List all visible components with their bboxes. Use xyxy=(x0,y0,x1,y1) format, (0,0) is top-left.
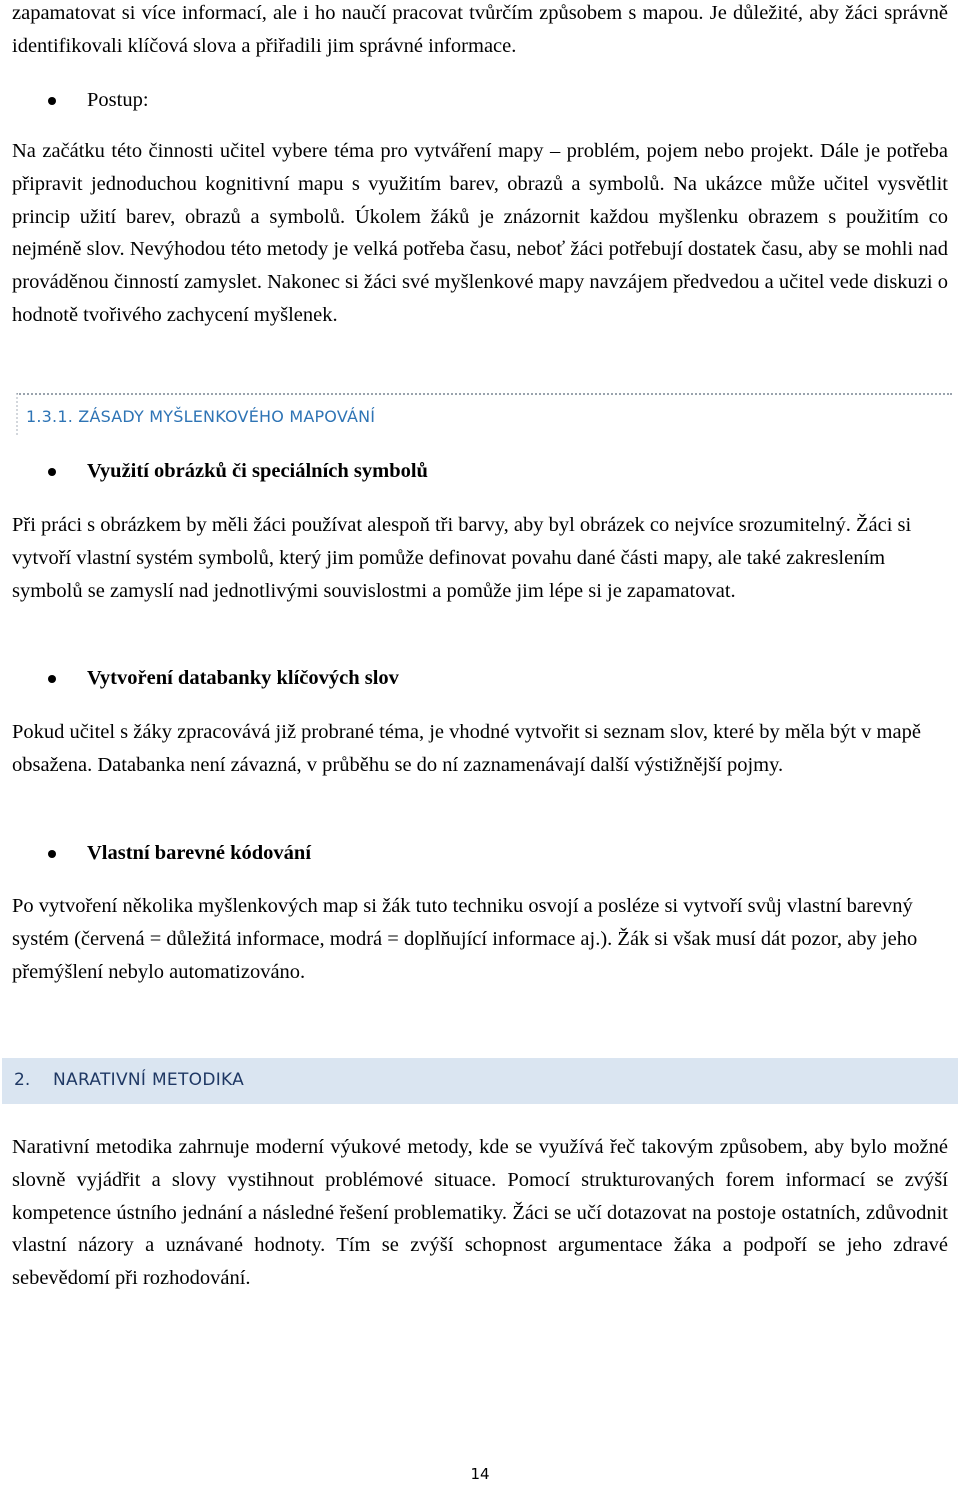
principle-title-2: Vytvoření databanky klíčových slov xyxy=(87,667,399,689)
page-number: 14 xyxy=(470,1465,490,1483)
principle-text-2: Pokud učitel s žáky zpracovává již probrané téma, je vhodné vytvořit si seznam slov, které by měla být v mapě obsažena. Databanka není závazná, v průběhu se do ní zaznamenávají další výstižnější pojmy. xyxy=(12,721,921,776)
section-number: 2. xyxy=(14,1070,31,1090)
section-heading-band xyxy=(2,1058,958,1104)
bullet-dot-icon xyxy=(48,850,56,858)
bullet-dot-icon xyxy=(48,675,56,683)
principle-title-1: Využití obrázků či speciálních symbolů xyxy=(87,460,428,482)
bullet-postup-label: Postup: xyxy=(87,89,149,111)
principle-title-3: Vlastní barevné kódování xyxy=(87,842,312,864)
postup-paragraph: Na začátku této činnosti učitel vybere téma pro vytváření mapy – problém, pojem nebo projekt. Dále je potřeba připravit jednoduchou kognitivní mapu s využitím barev, obrazů a symbolů. Na ukázce může učitel vysvětlit princip užití barev, obrazů a symbolů. Úkolem žáků je znázornit každou myšlenku obrazem s použitím co nejméně slov. Nevýhodou této metody je velká potřeba času, neboť žáci potřebují dostatek času, aby se mohli nad prováděnou činností zamyslet. Nakonec si žáci své myšlenkové mapy navzájem předvedou a učitel vede diskuzi o hodnotě tvořivého zachycení myšlenek. xyxy=(12,140,948,326)
subsection-heading: 1.3.1. ZÁSADY MYŠLENKOVÉHO MAPOVÁNÍ xyxy=(26,407,376,426)
principle-text-1: Při práci s obrázkem by měli žáci používat alespoň tři barvy, aby byl obrázek co nejvíce srozumitelný. Žáci si vytvoří vlastní systém symbolů, který jim pomůže definovat povahu dané části mapy, ale také zakreslením symbolů se zamyslí nad jednotlivými souvislostmi a pomůže jim lépe si je zapamatovat. xyxy=(12,514,912,602)
bullet-dot-icon xyxy=(48,97,56,105)
section-title: NARATIVNÍ METODIKA xyxy=(53,1070,245,1090)
principle-text-3: Po vytvoření několika myšlenkových map si žák tuto techniku osvojí a posléze si vytvoří svůj vlastní barevný systém (červená = důležitá informace, modrá = doplňující informace aj.). Žák si však musí dát pozor, aby jeho přemýšlení nebylo automatizováno. xyxy=(12,895,918,983)
intro-paragraph: zapamatovat si více informací, ale i ho naučí pracovat tvůrčím způsobem s mapou. Je důležité, aby žáci správně identifikovali klíčová slova a přiřadili jim správné informace. xyxy=(12,2,948,57)
narrative-paragraph: Narativní metodika zahrnuje moderní výukové metody, kde se využívá řeč takovým způsobem, aby bylo možné slovně vyjádřit a slovy vystihnout problémové situace. Pomocí strukturovaných forem informací se zvýší kompetence ústního jednání a následné řešení problematiky. Žáci se učí dotazovat na postoje ostatních, zdůvodnit vlastní názory a uznávané hodnoty. Tím se zvýší schopnost argumentace žáka a podpoří se jeho zdravé sebevědomí při rozhodování. xyxy=(12,1136,948,1290)
bullet-dot-icon xyxy=(48,468,56,476)
subsection-heading-box xyxy=(16,393,952,435)
